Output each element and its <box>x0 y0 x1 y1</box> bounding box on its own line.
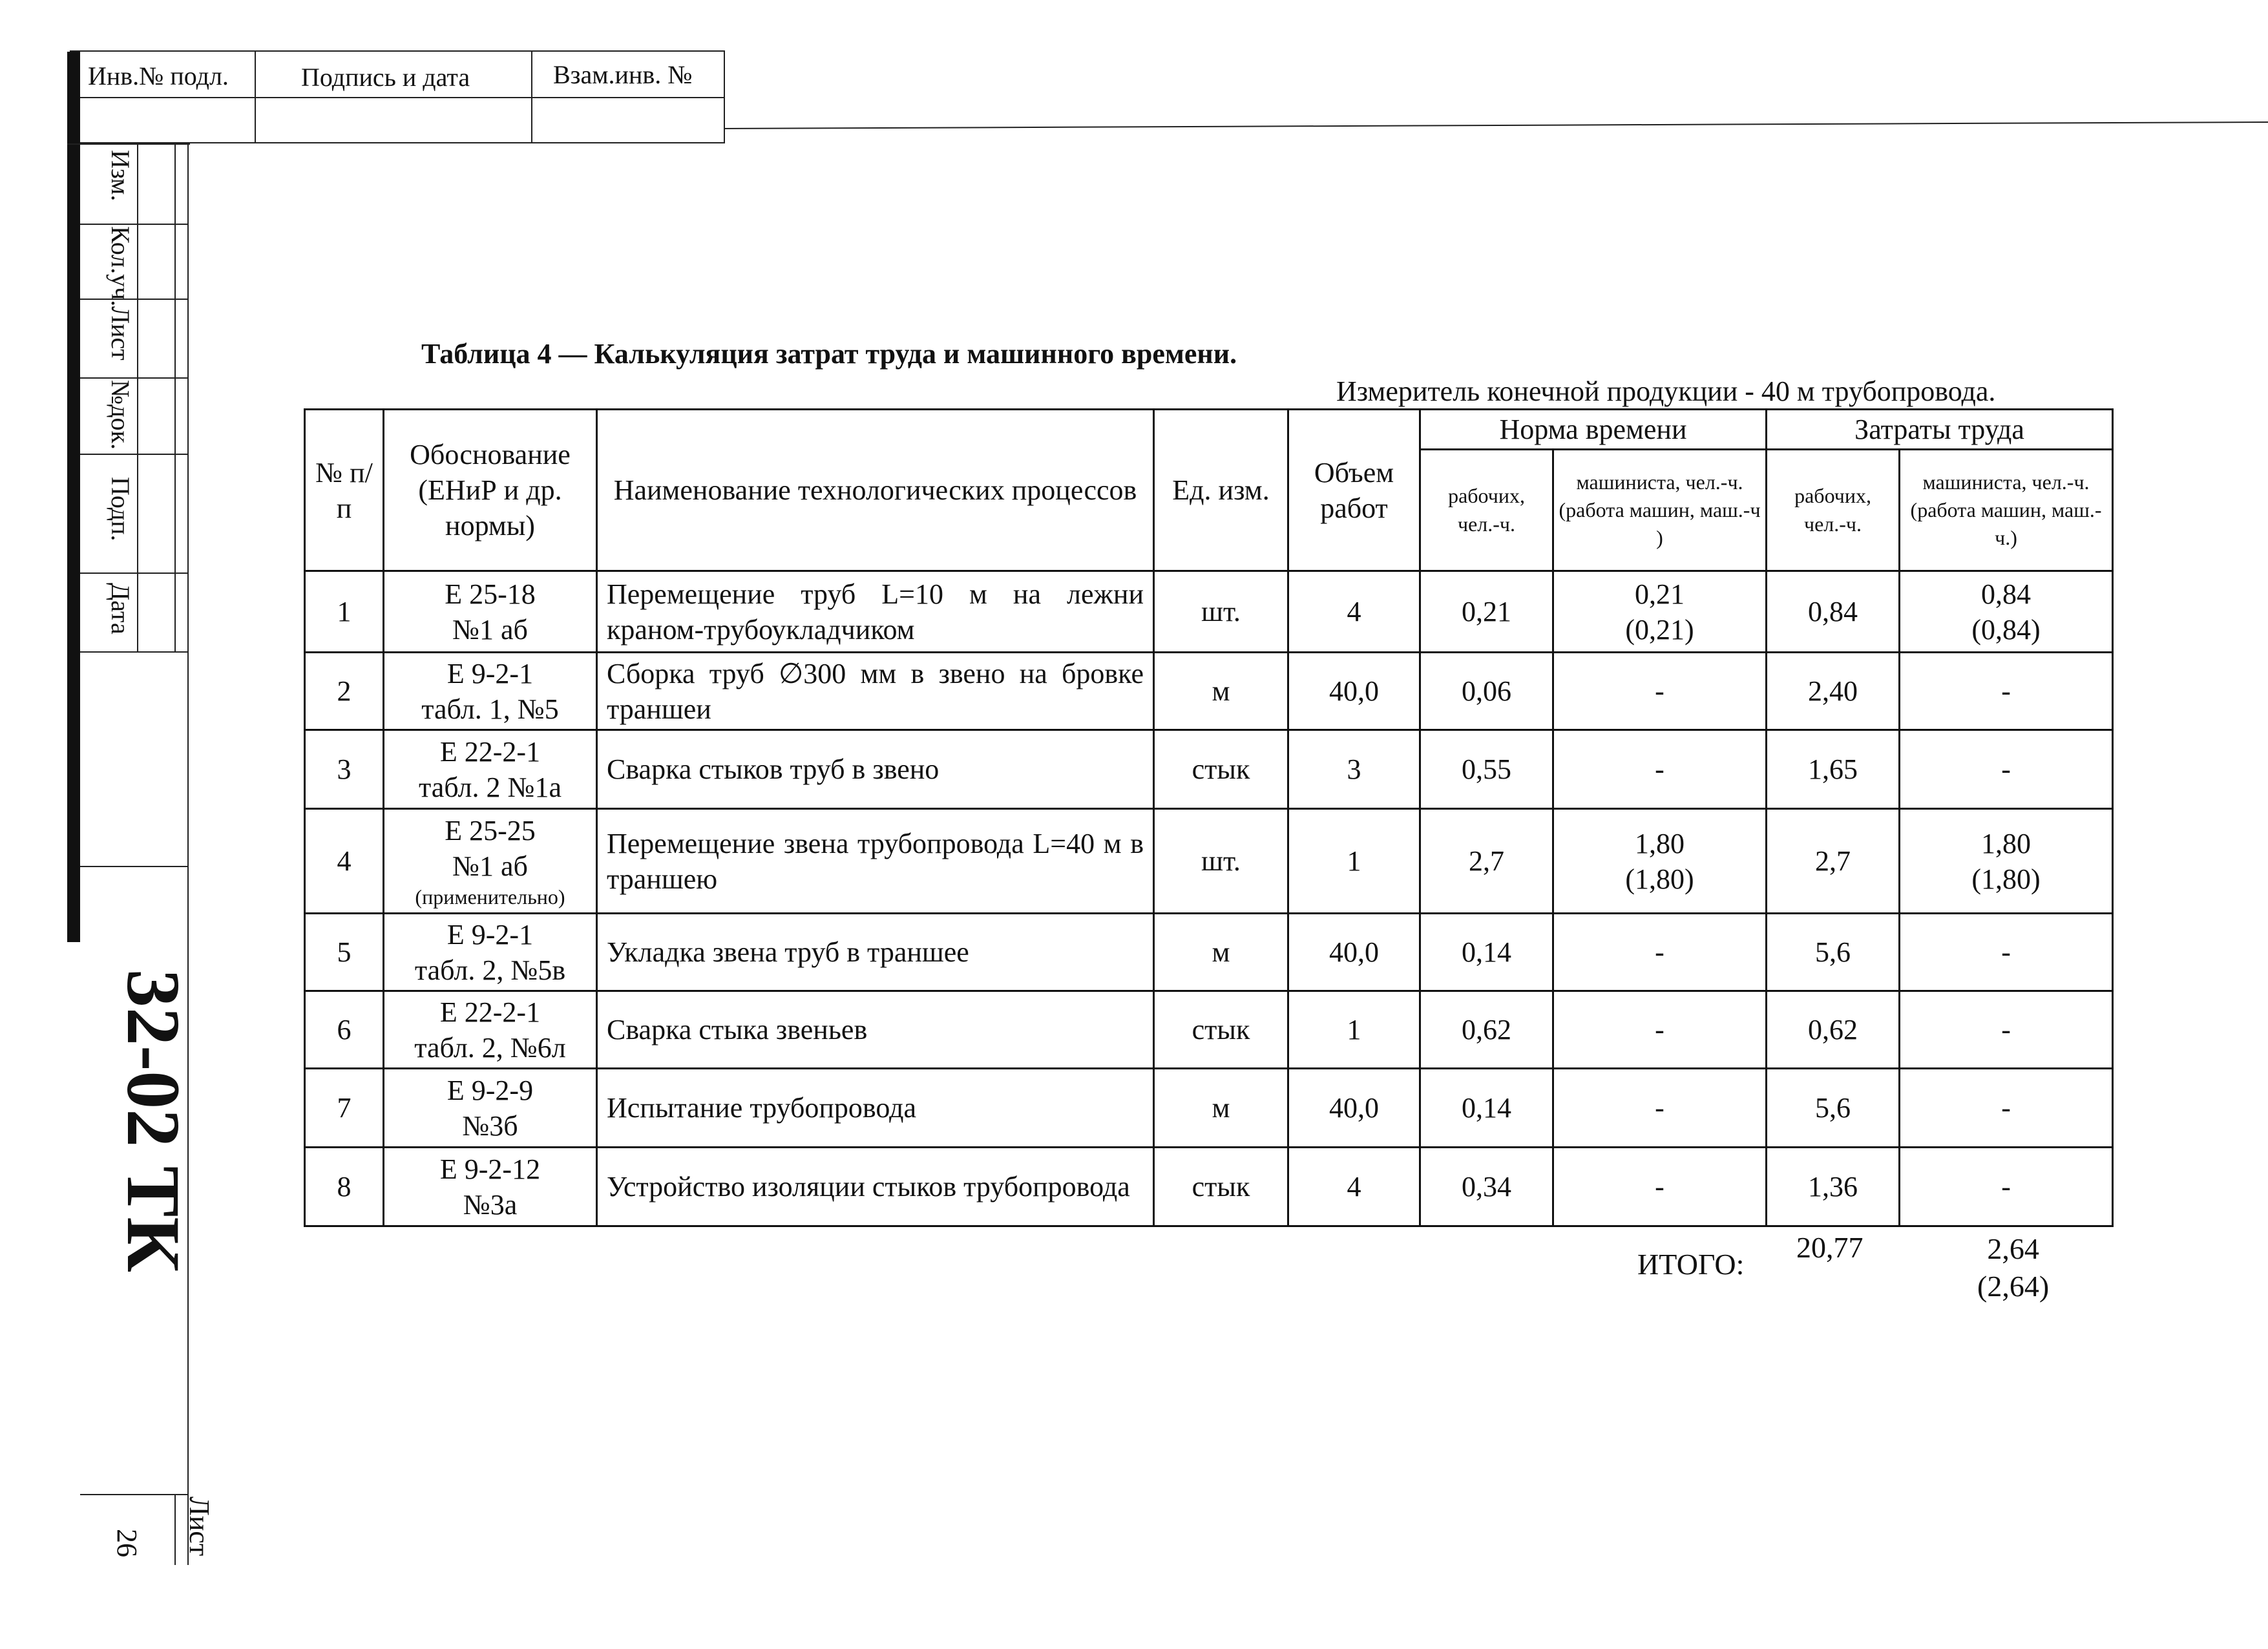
header-basis: Обоснование (ЕНиР и др. нормы) <box>384 410 597 571</box>
cell-cost-workers: 1,65 <box>1767 730 1900 809</box>
totals-workers: 20,77 <box>1796 1231 1864 1264</box>
cell-volume: 40,0 <box>1288 653 1420 730</box>
header-cost-group: Затраты труда <box>1767 410 2113 450</box>
table-row <box>305 1069 2113 1148</box>
cell-cost-machinist: - <box>1900 1148 2113 1226</box>
cell-basis: Е 9-2-9 №3б <box>384 1069 597 1148</box>
stamp-replace-label: Взам.инв. № <box>553 60 693 89</box>
cell-unit: м <box>1154 1069 1288 1148</box>
cell-norm-machinist: - <box>1553 914 1767 991</box>
cell-unit: м <box>1154 914 1288 991</box>
cell-cost-machinist: - <box>1900 653 2113 730</box>
cell-norm-workers: 2,7 <box>1420 809 1553 914</box>
cell-process: Укладка звена труб в траншее <box>597 914 1154 991</box>
cell-volume: 40,0 <box>1288 1069 1420 1148</box>
cell-cost-workers: 5,6 <box>1767 1069 1900 1148</box>
table-row <box>305 914 2113 991</box>
cell-norm-workers: 0,34 <box>1420 1148 1553 1226</box>
header-norm-workers: рабочих, чел.-ч. <box>1420 450 1553 571</box>
cell-volume: 1 <box>1288 809 1420 914</box>
header-norm-machinist: машиниста, чел.-ч. (работа машин, маш.-ч ) <box>1553 450 1767 571</box>
cell-volume: 4 <box>1288 571 1420 653</box>
side-label-kol-uch: Кол.уч. <box>106 226 135 307</box>
cell-cost-workers: 5,6 <box>1767 914 1900 991</box>
document-code: 32-02 ТК <box>111 969 196 1273</box>
cell-basis: Е 9-2-1 табл. 1, №5 <box>384 653 597 730</box>
cell-cost-workers: 0,62 <box>1767 991 1900 1069</box>
stamp-signature-label: Подпись и дата <box>301 63 470 92</box>
header-unit: Ед. изм. <box>1154 410 1288 571</box>
cell-cost-machinist: 0,84 (0,84) <box>1900 571 2113 653</box>
cell-basis: Е 9-2-12 №3а <box>384 1148 597 1226</box>
cell-cost-workers: 1,36 <box>1767 1148 1900 1226</box>
totals-machinist: 2,64 (2,64) <box>1977 1232 2050 1303</box>
labor-cost-table <box>304 408 2114 1227</box>
cell-cost-machinist: 1,80 (1,80) <box>1900 809 2113 914</box>
sheet-number: 26 <box>111 1529 143 1557</box>
header-norm-group: Норма времени <box>1420 410 1767 450</box>
side-label-data: Дата <box>106 583 135 635</box>
cell-num: 7 <box>305 1069 384 1148</box>
cell-cost-workers: 2,40 <box>1767 653 1900 730</box>
cell-volume: 1 <box>1288 991 1420 1069</box>
cell-norm-workers: 0,06 <box>1420 653 1553 730</box>
cell-basis: Е 22-2-1 табл. 2, №6л <box>384 991 597 1069</box>
cell-process: Сварка стыков труб в звено <box>597 730 1154 809</box>
cell-num: 5 <box>305 914 384 991</box>
cell-unit: м <box>1154 653 1288 730</box>
cell-norm-machinist: - <box>1553 1148 1767 1226</box>
cell-norm-machinist: - <box>1553 1069 1767 1148</box>
cell-volume: 40,0 <box>1288 914 1420 991</box>
cell-num: 8 <box>305 1148 384 1226</box>
cell-norm-workers: 0,62 <box>1420 991 1553 1069</box>
cell-cost-machinist: - <box>1900 1069 2113 1148</box>
cell-basis: Е 25-18 №1 аб <box>384 571 597 653</box>
cell-norm-machinist: - <box>1553 730 1767 809</box>
side-label-list: Лист <box>106 306 135 361</box>
header-process: Наименование технологических процессов <box>597 410 1154 571</box>
cell-norm-workers: 0,21 <box>1420 571 1553 653</box>
cell-cost-machinist: - <box>1900 914 2113 991</box>
cell-volume: 3 <box>1288 730 1420 809</box>
cell-norm-machinist: - <box>1553 653 1767 730</box>
cell-cost-workers: 0,84 <box>1767 571 1900 653</box>
cell-num: 3 <box>305 730 384 809</box>
header-num: № п/п <box>305 410 384 571</box>
cell-cost-workers: 2,7 <box>1767 809 1900 914</box>
table-row <box>305 653 2113 730</box>
header-volume: Объем работ <box>1288 410 1420 571</box>
cell-basis: Е 25-25 №1 аб (применительно) <box>384 809 597 914</box>
cell-num: 2 <box>305 653 384 730</box>
sheet-border-line <box>724 121 2268 129</box>
cell-unit: шт. <box>1154 809 1288 914</box>
cell-process: Сборка труб ∅300 мм в звено на бровке траншеи <box>597 653 1154 730</box>
table-row <box>305 1148 2113 1226</box>
table-title: Таблица 4 — Калькуляция затрат труда и машинного времени. <box>421 338 1237 370</box>
cell-norm-workers: 0,14 <box>1420 1069 1553 1148</box>
stamp-inv-label: Инв.№ подл. <box>88 61 229 90</box>
cell-process: Сварка стыка звеньев <box>597 991 1154 1069</box>
totals-label: ИТОГО: <box>1637 1248 1745 1281</box>
cell-norm-machinist: 0,21 (0,21) <box>1553 571 1767 653</box>
header-cost-workers: рабочих, чел.-ч. <box>1767 450 1900 571</box>
cell-cost-machinist: - <box>1900 730 2113 809</box>
cell-process: Испытание трубопровода <box>597 1069 1154 1148</box>
measure-note: Измеритель конечной продукции - 40 м трубопровода. <box>1336 375 1996 407</box>
table-row <box>305 730 2113 809</box>
cell-norm-machinist: - <box>1553 991 1767 1069</box>
cell-unit: шт. <box>1154 571 1288 653</box>
cell-cost-machinist: - <box>1900 991 2113 1069</box>
cell-unit: стык <box>1154 1148 1288 1226</box>
side-stamp-column <box>67 143 215 1565</box>
side-label-podp: Подп. <box>106 477 135 541</box>
sheet-label: Лист <box>184 1497 215 1557</box>
cell-unit: стык <box>1154 991 1288 1069</box>
cell-norm-machinist: 1,80 (1,80) <box>1553 809 1767 914</box>
top-stamp-block <box>70 50 725 143</box>
cell-norm-workers: 0,14 <box>1420 914 1553 991</box>
side-label-ndoc: №док. <box>106 380 135 450</box>
cell-basis: Е 22-2-1 табл. 2 №1а <box>384 730 597 809</box>
cell-num: 6 <box>305 991 384 1069</box>
header-cost-machinist: машиниста, чел.-ч. (работа машин, маш.-ч.) <box>1900 450 2113 571</box>
cell-volume: 4 <box>1288 1148 1420 1226</box>
table-row <box>305 991 2113 1069</box>
table-row <box>305 571 2113 653</box>
side-label-izm: Изм. <box>106 150 135 202</box>
cell-num: 1 <box>305 571 384 653</box>
cell-norm-workers: 0,55 <box>1420 730 1553 809</box>
cell-num: 4 <box>305 809 384 914</box>
cell-unit: стык <box>1154 730 1288 809</box>
cell-process: Перемещение труб L=10 м на лежни краном-трубоукладчиком <box>597 571 1154 653</box>
table-row <box>305 809 2113 914</box>
cell-process: Перемещение звена трубопровода L=40 м в траншею <box>597 809 1154 914</box>
cell-basis: Е 9-2-1 табл. 2, №5в <box>384 914 597 991</box>
cell-process: Устройство изоляции стыков трубопровода <box>597 1148 1154 1226</box>
